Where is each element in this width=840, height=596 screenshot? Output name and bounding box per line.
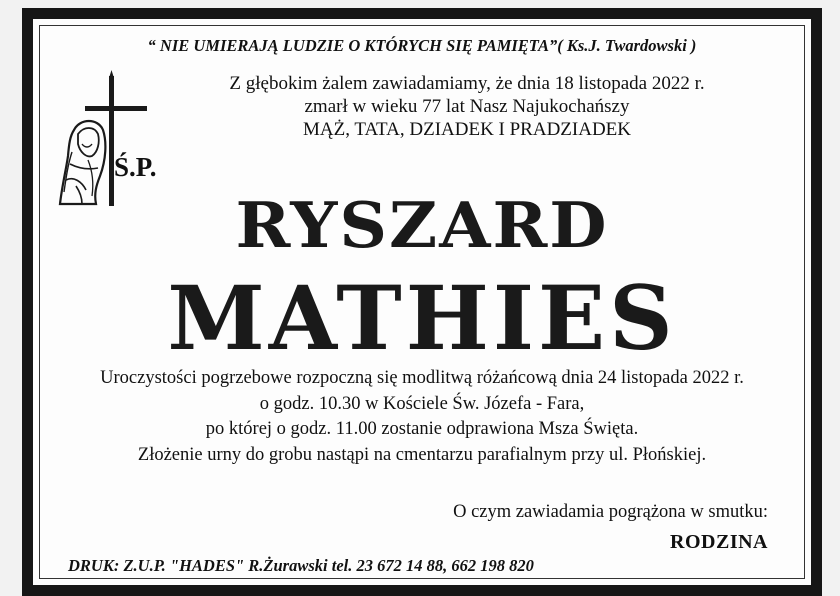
ceremony-line-4: Złożenie urny do grobu nastąpi na cmentarzu parafialnym przy ul. Płońskiej. [137, 444, 707, 465]
printer-footer: DRUK: Z.U.P. "HADES" R.Żurawski tel. 23 672 14 88, 662 198 820 [68, 556, 534, 575]
deceased-last-name: MATHIES [167, 266, 677, 370]
motto-quote: “ NIE UMIERAJĄ LUDZIE O KTÓRYCH SIĘ PAMIĘTA”( Ks.J. Twardowski ) [147, 36, 697, 55]
notice-text: O czym zawiadamia pogrążona w smutku: [453, 502, 768, 522]
sp-abbreviation: Ś.P. [114, 152, 157, 182]
intro-text [130, 72, 804, 141]
intro-line-2: zmarł w wieku 77 lat Nasz Najukochańszy [304, 96, 630, 117]
ceremony-line-3: po której o godz. 11.00 zostanie odprawiona Msza Święta. [205, 419, 639, 439]
intro-line-3: MĄŻ, TATA, DZIADEK I PRADZIADEK [302, 119, 632, 140]
ceremony-line-1: Uroczystości pogrzebowe rozpoczną się modlitwą różańcową dnia 24 listopada 2022 r. [100, 368, 744, 388]
intro-line-1: Z głębokim żalem zawiadamiamy, że dnia 18 listopada 2022 r. [229, 73, 705, 94]
family-signature: RODZINA [670, 531, 768, 553]
ceremony-line-2: o godz. 10.30 w Kościele Św. Józefa - Fara, [259, 393, 585, 414]
deceased-first-name: RYSZARD [235, 187, 609, 263]
ceremony-details [40, 366, 804, 468]
obituary-frame [22, 8, 822, 596]
obituary-inner-border [39, 25, 805, 579]
